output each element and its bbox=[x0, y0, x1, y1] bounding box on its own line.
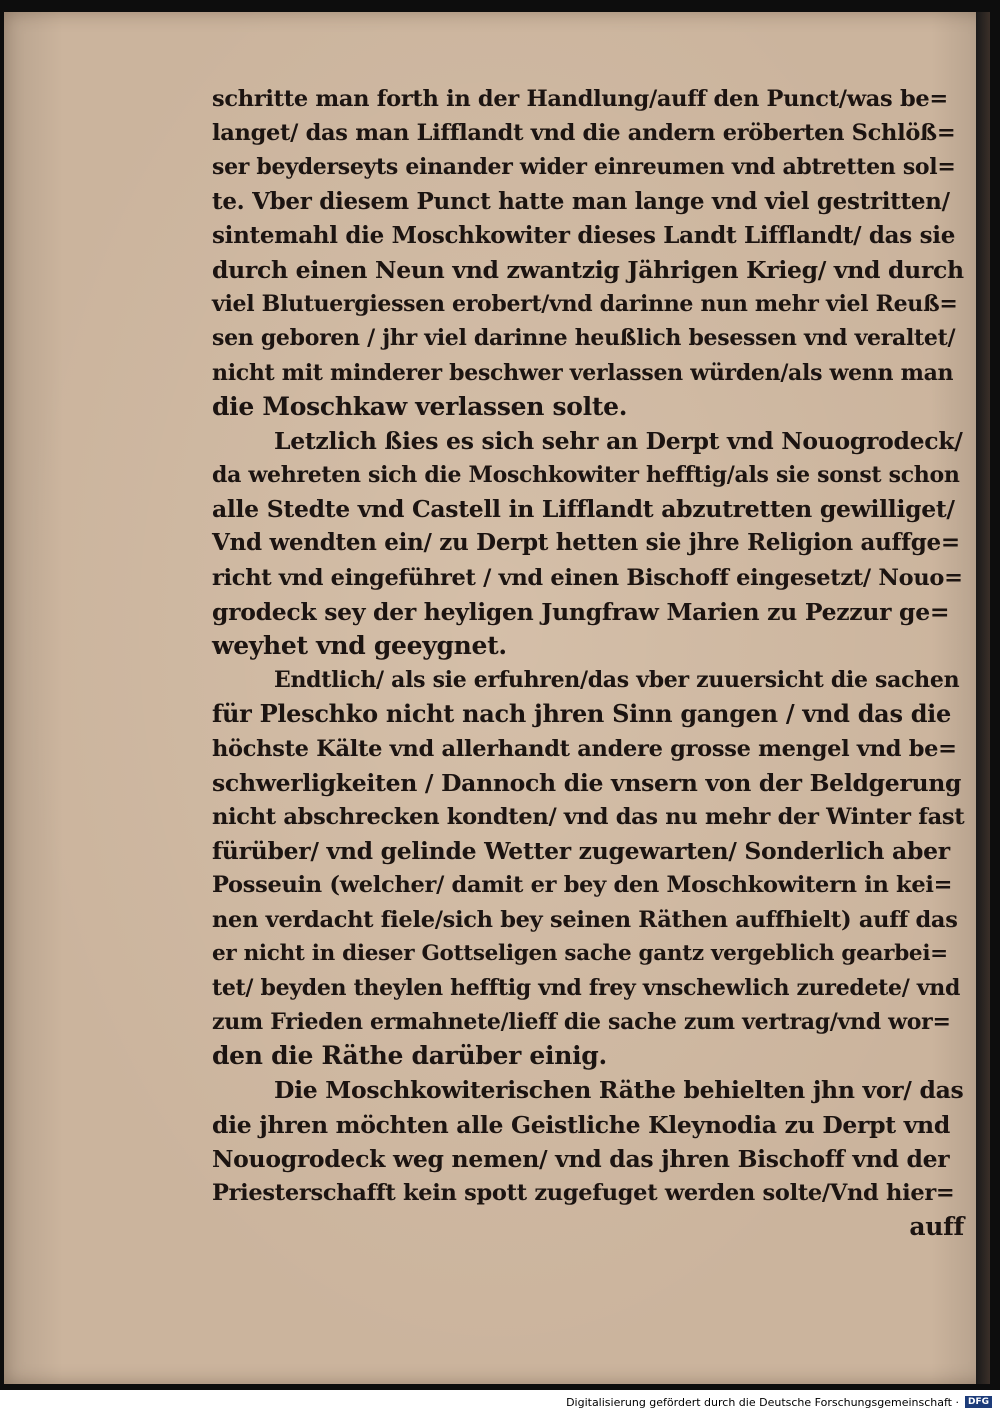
text-line: alle Stedte vnd Castell in Lifflandt abzutretten gewilliget/ bbox=[212, 495, 955, 524]
text-line: Posseuin (welcher/ damit er bey den Moschkowitern in kei= bbox=[212, 872, 953, 899]
text-line: schwerligkeiten / Dannoch die vnsern von der Beldgerung bbox=[212, 768, 962, 797]
text-line: zum Frieden ermahnete/lieff die sache zum vertrag/vnd wor= bbox=[212, 1009, 951, 1036]
text-line: langet/ das man Lifflandt vnd die andern eröberten Schlöß= bbox=[212, 120, 956, 147]
text-line: te. Vber diesem Punct hatte man lange vnd viel gestritten/ bbox=[212, 187, 950, 215]
text-line: Nouogrodeck weg nemen/ vnd das jhren Bischoff vnd der bbox=[212, 1144, 950, 1173]
paragraph-start-line: Endtlich/ als sie erfuhren/das vber zuuersicht die sachen bbox=[274, 667, 960, 694]
paragraph-start-line: Die Moschkowiterischen Räthe behielten jhn vor/ das bbox=[274, 1076, 964, 1105]
text-line: er nicht in dieser Gottseligen sache gantz vergeblich gearbei= bbox=[212, 940, 948, 966]
text-line: fürüber/ vnd gelinde Wetter zugewarten/ Sonderlich aber bbox=[212, 837, 950, 866]
text-line: ser beyderseyts einander wider einreumen vnd abtretten sol= bbox=[212, 154, 956, 181]
text-line: nen verdacht fiele/sich bey seinen Räthen auffhielt) auff das bbox=[212, 906, 958, 933]
text-line: schritte man forth in der Handlung/auff den Punct/was be= bbox=[212, 86, 948, 112]
page-gutter bbox=[976, 12, 990, 1384]
text-line: die Moschkaw verlassen solte. bbox=[212, 391, 628, 421]
text-line: nicht abschrecken kondten/ vnd das nu mehr der Winter fast bbox=[212, 803, 965, 830]
text-line: Priesterschafft kein spott zugefuget werden solte/Vnd hier= bbox=[212, 1180, 955, 1206]
text-line: richt vnd eingeführet / vnd einen Bischoff eingesetzt/ Nouo= bbox=[212, 564, 963, 591]
text-line: sintemahl die Moschkowiter dieses Landt Lifflandt/ das sie bbox=[212, 221, 956, 249]
text-line: da wehreten sich die Moschkowiter hefftig/als sie sonst schon bbox=[212, 462, 960, 489]
text-line: höchste Kälte vnd allerhandt andere grosse mengel vnd be= bbox=[212, 735, 957, 762]
paragraph-start-line: Letzlich ßies es sich sehr an Derpt vnd Nouogrodeck/ bbox=[274, 426, 963, 455]
text-line: sen geboren / jhr viel darinne heußlich besessen vnd veraltet/ bbox=[212, 325, 956, 352]
text-line: den die Räthe darüber einig. bbox=[212, 1041, 607, 1071]
text-line: für Pleschko nicht nach jhren Sinn gangen / vnd das die bbox=[212, 699, 951, 729]
text-line: viel Blutuergiessen erobert/vnd darinne nun mehr viel Reuß= bbox=[212, 291, 958, 318]
text-line: nicht mit minderer beschwer verlassen würden/als wenn man bbox=[212, 359, 954, 386]
text-line: tet/ beyden theylen hefftig vnd frey vnschewlich zuredete/ vnd bbox=[212, 974, 961, 1001]
catchword: auff bbox=[909, 1212, 964, 1242]
text-line: grodeck sey der heyligen Jungfraw Marien zu Pezzur ge= bbox=[212, 597, 950, 626]
text-line: Vnd wendten ein/ zu Derpt hetten sie jhre Religion auffge= bbox=[212, 529, 960, 557]
footer-credit: Digitalisierung gefördert durch die Deutsche Forschungsgemeinschaft · bbox=[566, 1395, 959, 1409]
text-line: weyhet vnd geeygnet. bbox=[212, 631, 507, 660]
dfg-logo-icon: DFG bbox=[965, 1396, 992, 1408]
text-line: die jhren möchten alle Geistliche Kleynodia zu Derpt vnd bbox=[212, 1110, 950, 1139]
text-line: durch einen Neun vnd zwantzig Jährigen Krieg/ vnd durch bbox=[212, 255, 964, 284]
page-text bbox=[212, 82, 964, 1244]
digitization-footer bbox=[0, 1390, 1000, 1414]
